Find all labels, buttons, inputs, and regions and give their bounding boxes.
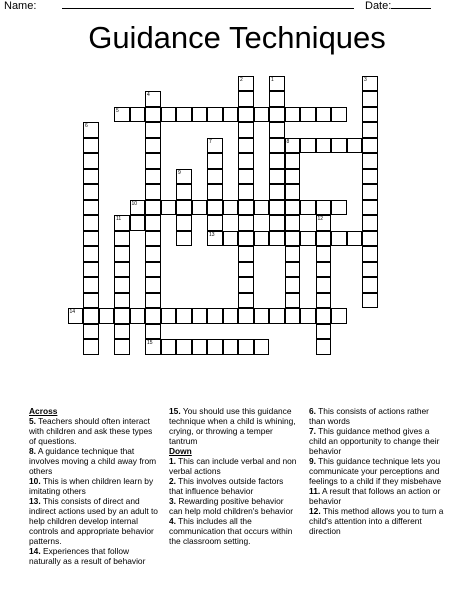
crossword-cell[interactable] (114, 277, 130, 293)
crossword-cell[interactable] (238, 122, 254, 138)
crossword-cell[interactable] (238, 215, 254, 231)
clue-item (169, 496, 299, 516)
crossword-cell[interactable] (238, 277, 254, 293)
crossword-cell[interactable] (254, 339, 270, 355)
clues-column-3 (309, 406, 444, 536)
clue-number: 10 (131, 200, 138, 207)
crossword-cell[interactable] (114, 324, 130, 340)
crossword-cell[interactable] (83, 308, 99, 324)
crossword-cell[interactable] (176, 231, 192, 247)
clue-text: This guidance method gives a child an opportunity to change their behavior (309, 426, 440, 456)
crossword-cell[interactable] (285, 308, 301, 324)
crossword-cell[interactable] (316, 200, 332, 216)
crossword-cell[interactable] (269, 308, 285, 324)
clue-text: Rewarding positive behavior can help mold children's behavior (169, 496, 294, 516)
crossword-cell[interactable] (269, 153, 285, 169)
date-field[interactable] (391, 0, 431, 9)
page-title: Guidance Techniques (88, 20, 386, 55)
clue-number: 9 (178, 169, 181, 176)
crossword-cell[interactable] (161, 200, 177, 216)
crossword-cell[interactable] (331, 231, 347, 247)
crossword-cell[interactable] (83, 339, 99, 355)
crossword-cell[interactable] (145, 122, 161, 138)
crossword-cell[interactable] (362, 122, 378, 138)
clue-number: 12 (317, 216, 324, 222)
crossword-cell[interactable] (300, 107, 316, 123)
crossword-cell[interactable] (223, 231, 239, 247)
clue-number: 7 (209, 138, 212, 145)
crossword-cell[interactable] (362, 293, 378, 309)
crossword-cell[interactable] (238, 293, 254, 309)
crossword-cell[interactable] (145, 91, 161, 107)
crossword-cell[interactable] (223, 339, 239, 355)
crossword-cell[interactable] (362, 91, 378, 107)
crossword-cell[interactable] (316, 293, 332, 309)
crossword-cell[interactable] (316, 262, 332, 278)
crossword-cell[interactable] (269, 107, 285, 123)
crossword-cell[interactable] (285, 107, 301, 123)
clue-number: 3 (364, 76, 367, 83)
crossword-cell[interactable] (316, 215, 332, 231)
crossword-cell[interactable] (362, 231, 378, 247)
clue-number: 12. (309, 506, 321, 516)
crossword-cell[interactable] (300, 200, 316, 216)
clue-number: 8. (29, 446, 36, 456)
crossword-cell[interactable] (176, 339, 192, 355)
crossword-cell[interactable] (99, 308, 115, 324)
crossword-cell[interactable] (114, 293, 130, 309)
clue-item (29, 496, 161, 546)
crossword-cell[interactable] (83, 231, 99, 247)
crossword-cell[interactable] (114, 215, 130, 231)
crossword-cell[interactable] (238, 169, 254, 185)
clue-text: A guidance technique that involves moving a child away from others (29, 446, 157, 476)
clue-number: 11. (309, 486, 321, 496)
clue-text: This involves outside factors that influence behavior (169, 476, 284, 496)
crossword-cell[interactable] (316, 138, 332, 154)
crossword-cell[interactable] (83, 215, 99, 231)
clue-number: 14. (29, 546, 41, 556)
crossword-cell[interactable] (145, 262, 161, 278)
crossword-cell[interactable] (362, 169, 378, 185)
crossword-cell[interactable] (362, 262, 378, 278)
name-label: Name: (4, 0, 37, 12)
crossword-cell[interactable] (83, 169, 99, 185)
crossword-cell[interactable] (238, 107, 254, 123)
crossword-cell[interactable] (83, 153, 99, 169)
crossword-cell[interactable] (207, 107, 223, 123)
crossword-cell[interactable] (176, 169, 192, 185)
clue-item (29, 416, 161, 446)
crossword-cell[interactable] (269, 231, 285, 247)
clue-number: 9. (309, 456, 316, 466)
clue-item (309, 506, 444, 536)
crossword-cell[interactable] (269, 184, 285, 200)
crossword-cell[interactable] (362, 277, 378, 293)
crossword-cell[interactable] (207, 231, 223, 247)
crossword-cell[interactable] (238, 138, 254, 154)
clues-column-2 (169, 406, 299, 546)
clue-number: 8 (286, 138, 290, 145)
clue-number: 6 (85, 123, 88, 129)
clue-number: 11 (116, 216, 122, 222)
clue-item (169, 406, 299, 446)
crossword-cell[interactable] (145, 215, 161, 231)
crossword-cell[interactable] (83, 184, 99, 200)
crossword-cell[interactable] (362, 76, 378, 92)
crossword-cell[interactable] (176, 184, 192, 200)
clue-item (169, 476, 299, 496)
clue-number: 5. (29, 416, 36, 426)
crossword-cell[interactable] (269, 122, 285, 138)
name-field[interactable] (62, 0, 354, 9)
crossword-cell[interactable] (223, 200, 239, 216)
crossword-cell[interactable] (207, 169, 223, 185)
crossword-cell[interactable] (192, 339, 208, 355)
crossword-cell[interactable] (207, 184, 223, 200)
clue-text: This can include verbal and non verbal actions (169, 456, 297, 476)
crossword-cell[interactable] (331, 107, 347, 123)
clue-number: 2 (240, 76, 243, 83)
crossword-cell[interactable] (114, 262, 130, 278)
clue-item (309, 486, 444, 506)
crossword-cell[interactable] (269, 91, 285, 107)
crossword-cell[interactable] (83, 246, 99, 262)
crossword-cell[interactable] (316, 324, 332, 340)
crossword-cell[interactable] (145, 153, 161, 169)
crossword-cell[interactable] (145, 184, 161, 200)
crossword-cell[interactable] (362, 200, 378, 216)
crossword-cell[interactable] (83, 277, 99, 293)
crossword-cell[interactable] (145, 308, 161, 324)
crossword-cell[interactable] (176, 308, 192, 324)
clue-number: 4 (147, 92, 150, 98)
crossword-cell[interactable] (130, 200, 146, 216)
crossword-cell[interactable] (238, 262, 254, 278)
crossword-cell[interactable] (300, 138, 316, 154)
crossword-cell[interactable] (331, 200, 347, 216)
crossword-cell[interactable] (316, 277, 332, 293)
crossword-cell[interactable] (254, 107, 270, 123)
crossword-cell[interactable] (114, 308, 130, 324)
clue-text: This consists of direct and indirect actions used by an adult to help children develop internal controls and appropriate behavior patterns. (29, 496, 158, 546)
crossword-cell[interactable] (269, 169, 285, 185)
date-label: Date: (365, 0, 392, 12)
clue-number: 15. (169, 406, 181, 416)
crossword-cell[interactable] (362, 138, 378, 154)
crossword-cell[interactable] (347, 231, 363, 247)
crossword-cell[interactable] (362, 153, 378, 169)
crossword-cell[interactable] (300, 308, 316, 324)
crossword-cell[interactable] (145, 169, 161, 185)
crossword-cell[interactable] (285, 231, 301, 247)
crossword-cell[interactable] (285, 246, 301, 262)
crossword-cell[interactable] (362, 215, 378, 231)
crossword-cell[interactable] (238, 308, 254, 324)
crossword-cell[interactable] (331, 138, 347, 154)
clue-number: 1. (169, 456, 176, 466)
crossword-cell[interactable] (347, 138, 363, 154)
crossword-cell[interactable] (362, 184, 378, 200)
clue-item (309, 406, 444, 426)
crossword-cell[interactable] (83, 262, 99, 278)
crossword-cell[interactable] (145, 231, 161, 247)
crossword-cell[interactable] (130, 107, 146, 123)
clue-number: 1 (271, 76, 274, 83)
clue-item (29, 476, 161, 496)
crossword-cell[interactable] (362, 107, 378, 123)
crossword-cell[interactable] (316, 246, 332, 262)
crossword-cell[interactable] (285, 200, 301, 216)
crossword-cell[interactable] (238, 339, 254, 355)
crossword-cell[interactable] (207, 138, 223, 154)
crossword-cell[interactable] (192, 107, 208, 123)
crossword-cell[interactable] (254, 200, 270, 216)
clue-text: This is when children learn by imitating others (29, 476, 154, 496)
crossword-cell[interactable] (145, 277, 161, 293)
crossword-cell[interactable] (114, 107, 130, 123)
crossword-cell[interactable] (83, 324, 99, 340)
crossword-cell[interactable] (238, 153, 254, 169)
clue-number: 3. (169, 496, 176, 506)
crossword-cell[interactable] (285, 262, 301, 278)
crossword-cell[interactable] (192, 308, 208, 324)
crossword-cell[interactable] (238, 231, 254, 247)
crossword-cell[interactable] (238, 246, 254, 262)
crossword-cell[interactable] (114, 246, 130, 262)
clue-item (309, 426, 444, 456)
crossword-cell[interactable] (130, 215, 146, 231)
crossword-cell[interactable] (207, 339, 223, 355)
clue-number: 13 (209, 231, 215, 238)
clue-number: 15 (147, 340, 153, 346)
crossword-cell[interactable] (114, 231, 130, 247)
clue-number: 14 (69, 309, 76, 315)
crossword-cell[interactable] (176, 200, 192, 216)
clue-number: 7. (309, 426, 316, 436)
crossword-cell[interactable] (114, 339, 130, 355)
crossword-cell[interactable] (238, 200, 254, 216)
clue-text: Teachers should often interact with children and ask these types of questions. (29, 416, 153, 446)
clue-text: This method allows you to turn a child's attention into a different direction (309, 506, 444, 536)
clue-item (309, 456, 444, 486)
clue-number: 5 (116, 107, 119, 114)
crossword-cell[interactable] (300, 231, 316, 247)
crossword-cell[interactable] (83, 293, 99, 309)
crossword-cell[interactable] (192, 200, 208, 216)
crossword-cell[interactable] (285, 153, 301, 169)
crossword-cell[interactable] (83, 200, 99, 216)
crossword-cell[interactable] (161, 107, 177, 123)
clues-column-1 (29, 406, 161, 566)
clue-text: This includes all the communication that occurs within the classroom setting. (169, 516, 293, 546)
clue-text: You should use this guidance technique when a child is whining, crying, or throwing a temper tantrum (169, 406, 296, 446)
crossword-cell[interactable] (254, 231, 270, 247)
clue-number: 10. (29, 476, 41, 486)
clue-item (29, 446, 161, 476)
crossword-cell[interactable] (316, 339, 332, 355)
crossword-cell[interactable] (223, 107, 239, 123)
crossword-cell[interactable] (238, 76, 254, 92)
clue-number: 2. (169, 476, 176, 486)
crossword-cell[interactable] (161, 339, 177, 355)
section-heading: Across (29, 406, 58, 416)
crossword-cell[interactable] (145, 138, 161, 154)
crossword-cell[interactable] (145, 339, 161, 355)
clue-number: 4. (169, 516, 176, 526)
crossword-cell[interactable] (285, 138, 301, 154)
crossword-cell[interactable] (176, 107, 192, 123)
crossword-cell[interactable] (238, 184, 254, 200)
crossword-cell[interactable] (269, 76, 285, 92)
clue-number: 13. (29, 496, 41, 506)
crossword-cell[interactable] (145, 107, 161, 123)
crossword-cell[interactable] (207, 200, 223, 216)
clue-item (169, 516, 299, 546)
crossword-cell[interactable] (176, 215, 192, 231)
crossword-cell[interactable] (331, 308, 347, 324)
crossword-cell[interactable] (83, 138, 99, 154)
crossword-cell[interactable] (269, 200, 285, 216)
crossword-cell[interactable] (207, 215, 223, 231)
clue-text: A result that follows an action or behavior (309, 486, 441, 506)
crossword-cell[interactable] (68, 308, 84, 324)
crossword-cell[interactable] (223, 308, 239, 324)
crossword-cell[interactable] (145, 293, 161, 309)
crossword-cell[interactable] (145, 246, 161, 262)
crossword-cell[interactable] (316, 231, 332, 247)
clue-item (29, 546, 161, 566)
crossword-cell[interactable] (285, 184, 301, 200)
clue-text: This guidance technique lets you communicate your perceptions and feelings to a child if they misbehave (309, 456, 442, 486)
crossword-cell[interactable] (285, 277, 301, 293)
crossword-cell[interactable] (145, 200, 161, 216)
crossword-cell[interactable] (238, 91, 254, 107)
crossword-cell[interactable] (254, 308, 270, 324)
crossword-cell[interactable] (83, 122, 99, 138)
crossword-cell[interactable] (145, 324, 161, 340)
section-heading: Down (169, 446, 192, 456)
crossword-cell[interactable] (130, 308, 146, 324)
crossword-cell[interactable] (285, 169, 301, 185)
crossword-cell[interactable] (362, 246, 378, 262)
crossword-cell[interactable] (285, 293, 301, 309)
clue-item (169, 456, 299, 476)
crossword-cell[interactable] (269, 215, 285, 231)
crossword-cell[interactable] (316, 308, 332, 324)
crossword-cell[interactable] (207, 153, 223, 169)
clue-number: 6. (309, 406, 316, 416)
clue-text: Experiences that follow naturally as a result of behavior (29, 546, 146, 566)
crossword-cell[interactable] (161, 308, 177, 324)
crossword-cell[interactable] (207, 308, 223, 324)
crossword-cell[interactable] (269, 138, 285, 154)
crossword-cell[interactable] (285, 215, 301, 231)
crossword-cell[interactable] (316, 107, 332, 123)
clue-text: This consists of actions rather than words (309, 406, 429, 426)
